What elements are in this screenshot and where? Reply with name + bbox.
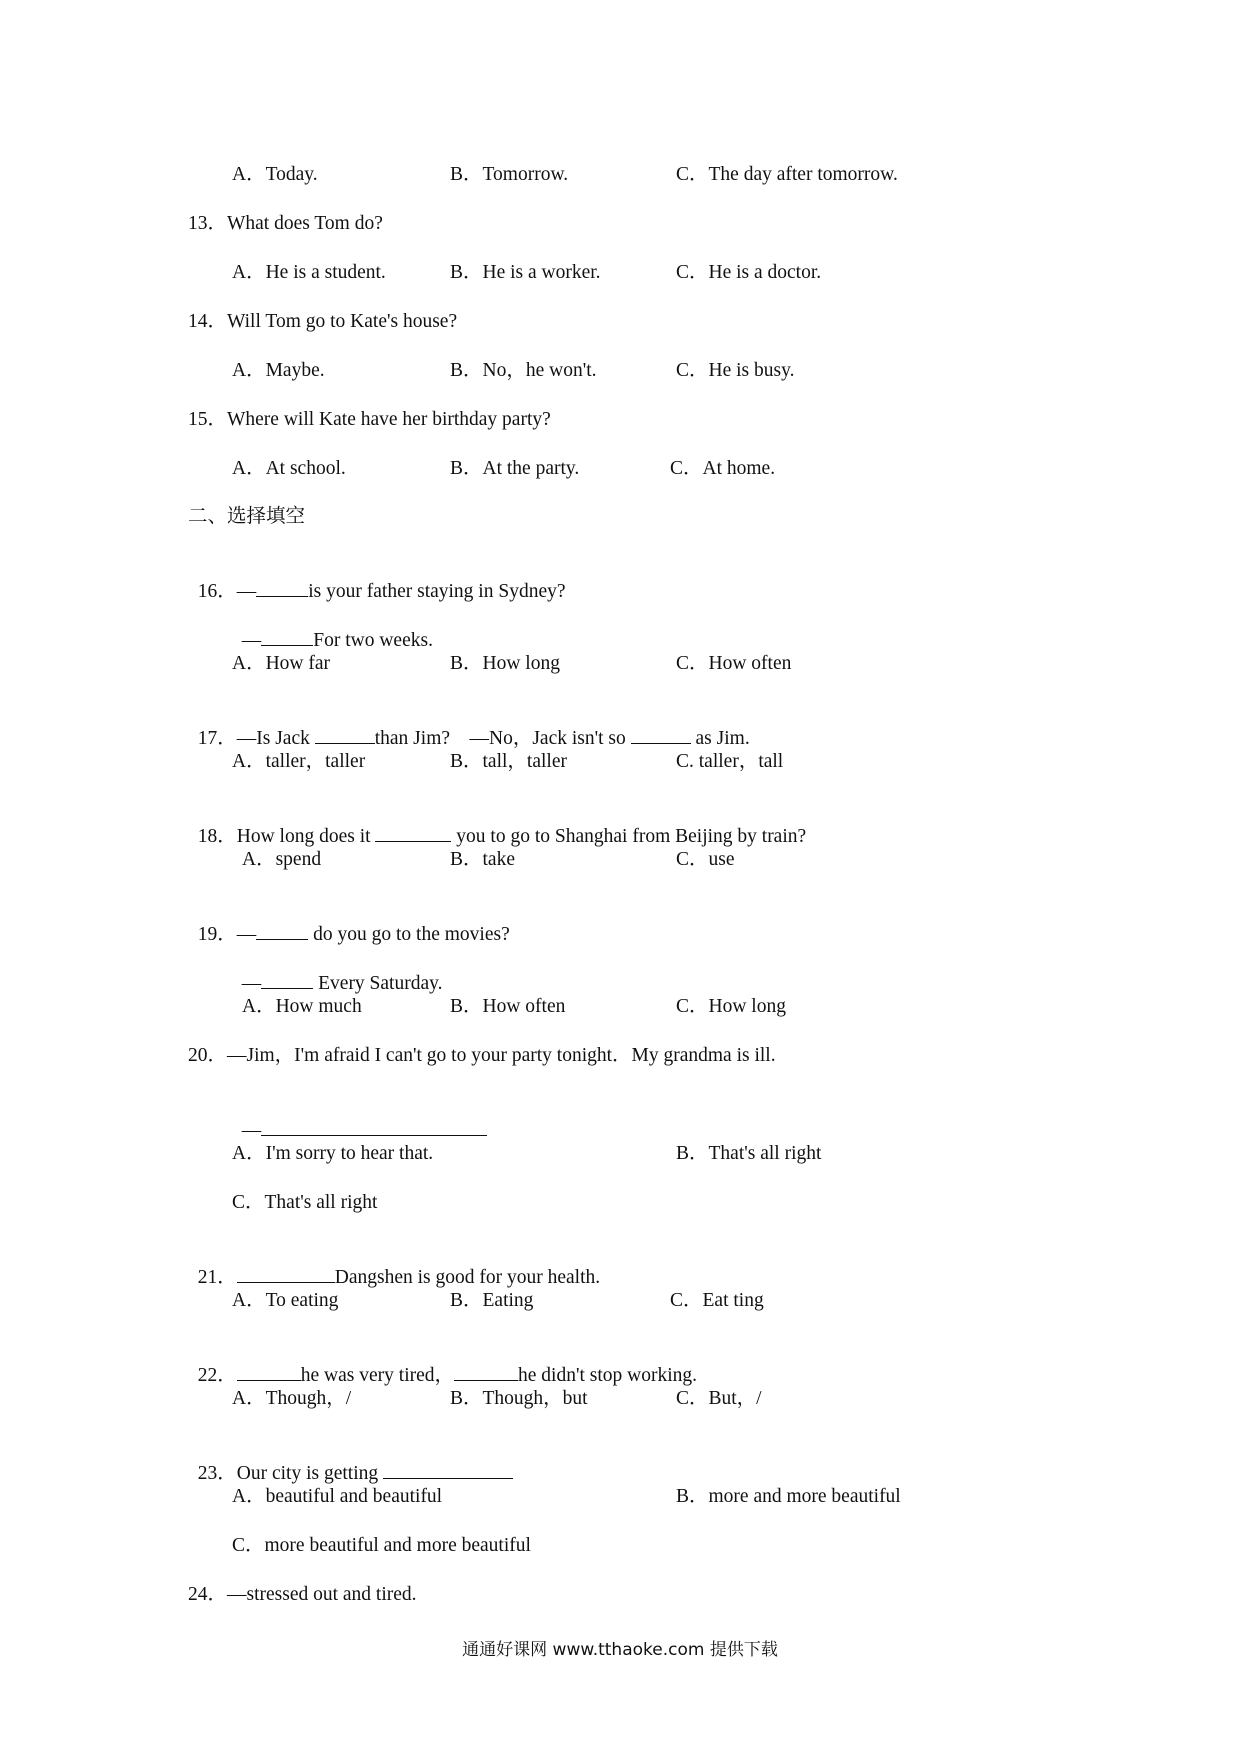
q13-option-c: C．He is a doctor.	[676, 262, 822, 283]
q22-option-b: B．Though，but	[450, 1388, 588, 1409]
q19-reply	[232, 946, 443, 996]
q13-option-b: B．He is a worker.	[450, 262, 601, 283]
question-15: 15．Where will Kate have her birthday party?	[188, 409, 551, 430]
q15-option-b: B．At the party.	[450, 458, 580, 479]
answer-blank	[237, 1264, 335, 1283]
question-14: 14．Will Tom go to Kate's house?	[188, 311, 458, 332]
question-23	[188, 1436, 513, 1486]
q17-option-c: C. taller，tall	[676, 751, 784, 772]
q19-reply-text: Every Saturday.	[313, 973, 443, 994]
q23-option-b: B．more and more beautiful	[676, 1486, 901, 1507]
q16-reply-text: For two weeks.	[313, 630, 433, 651]
q14-option-c: C．He is busy.	[676, 360, 795, 381]
q16-option-b: B．How long	[450, 653, 560, 674]
q21-option-b: B．Eating	[450, 1290, 534, 1311]
question-21	[188, 1240, 600, 1290]
dash: —	[241, 630, 262, 651]
q17-option-b: B．tall，taller	[450, 751, 567, 772]
q22-number: 22．	[197, 1365, 237, 1386]
question-16	[188, 554, 566, 604]
q13-option-a: A．He is a student.	[232, 262, 386, 283]
q17-option-a: A．taller，taller	[232, 751, 366, 772]
answer-blank	[375, 823, 451, 842]
q17-text-2: than Jim? —No，Jack isn't so	[374, 728, 631, 749]
dash: —	[241, 1120, 262, 1141]
q21-text: Dangshen is good for your health.	[334, 1267, 601, 1288]
q19-option-c: C．How long	[676, 996, 786, 1017]
q19-number: 19．—	[197, 924, 257, 945]
answer-blank	[261, 1117, 487, 1136]
q20-option-c: C．That's all right	[232, 1192, 378, 1213]
option-a: A．Today.	[232, 164, 318, 185]
q14-option-a: A．Maybe.	[232, 360, 325, 381]
answer-blank	[256, 578, 308, 597]
answer-blank	[383, 1460, 513, 1479]
question-19	[188, 897, 510, 947]
q17-text-1: 17．—Is Jack	[197, 728, 315, 749]
q18-option-a: A．spend	[242, 849, 322, 870]
option-c: C．The day after tomorrow.	[676, 164, 898, 185]
q18-option-c: C．use	[676, 849, 735, 870]
question-13: 13．What does Tom do?	[188, 213, 383, 234]
q15-option-c: C．At home.	[670, 458, 776, 479]
answer-blank	[256, 921, 308, 940]
q18-option-b: B．take	[450, 849, 515, 870]
q21-option-a: A．To eating	[232, 1290, 339, 1311]
q23-option-c: C．more beautiful and more beautiful	[232, 1535, 531, 1556]
page-footer: 通通好课网 www.tthaoke.com 提供下载	[462, 1640, 778, 1660]
option-b: B．Tomorrow.	[450, 164, 569, 185]
q15-option-a: A．At school.	[232, 458, 346, 479]
q16-number: 16．—	[197, 581, 257, 602]
answer-blank	[315, 725, 375, 744]
section-heading: 二、选择填空	[188, 506, 306, 527]
q22-option-c: C．But，/	[676, 1388, 762, 1409]
answer-blank	[237, 1362, 301, 1381]
question-24: 24．—stressed out and tired.	[188, 1584, 417, 1605]
q16-text: is your father staying in Sydney?	[308, 581, 566, 602]
q21-number: 21．	[197, 1267, 237, 1288]
question-22	[188, 1338, 697, 1388]
q23-text: 23．Our city is getting	[197, 1463, 383, 1484]
q20-option-b: B．That's all right	[676, 1143, 822, 1164]
q22-text-2: he didn't stop working.	[518, 1365, 698, 1386]
q16-option-c: C．How often	[676, 653, 792, 674]
question-20: 20．—Jim，I'm afraid I can't go to your party tonight．My grandma is ill.	[188, 1045, 776, 1066]
q21-option-c: C．Eat ting	[670, 1290, 764, 1311]
answer-blank	[631, 725, 691, 744]
q19-text: do you go to the movies?	[308, 924, 510, 945]
q22-option-a: A．Though，/	[232, 1388, 352, 1409]
q22-text-1: he was very tired，	[300, 1365, 455, 1386]
q18-text-1: 18．How long does it	[197, 826, 376, 847]
q16-option-a: A．How far	[232, 653, 331, 674]
dash: —	[241, 973, 262, 994]
q14-option-b: B．No，he won't.	[450, 360, 597, 381]
q23-option-a: A．beautiful and beautiful	[232, 1486, 443, 1507]
q20-option-a: A．I'm sorry to hear that.	[232, 1143, 434, 1164]
answer-blank	[454, 1362, 518, 1381]
answer-blank	[261, 627, 313, 646]
q19-option-a: A．How much	[242, 996, 362, 1017]
q19-option-b: B．How often	[450, 996, 566, 1017]
q16-reply	[232, 603, 433, 653]
answer-blank	[261, 970, 313, 989]
q17-text-3: as Jim.	[690, 728, 750, 749]
q20-reply	[232, 1093, 487, 1143]
question-18	[188, 799, 806, 849]
question-17	[188, 701, 750, 751]
q18-text-2: you to go to Shanghai from Beijing by train?	[451, 826, 807, 847]
